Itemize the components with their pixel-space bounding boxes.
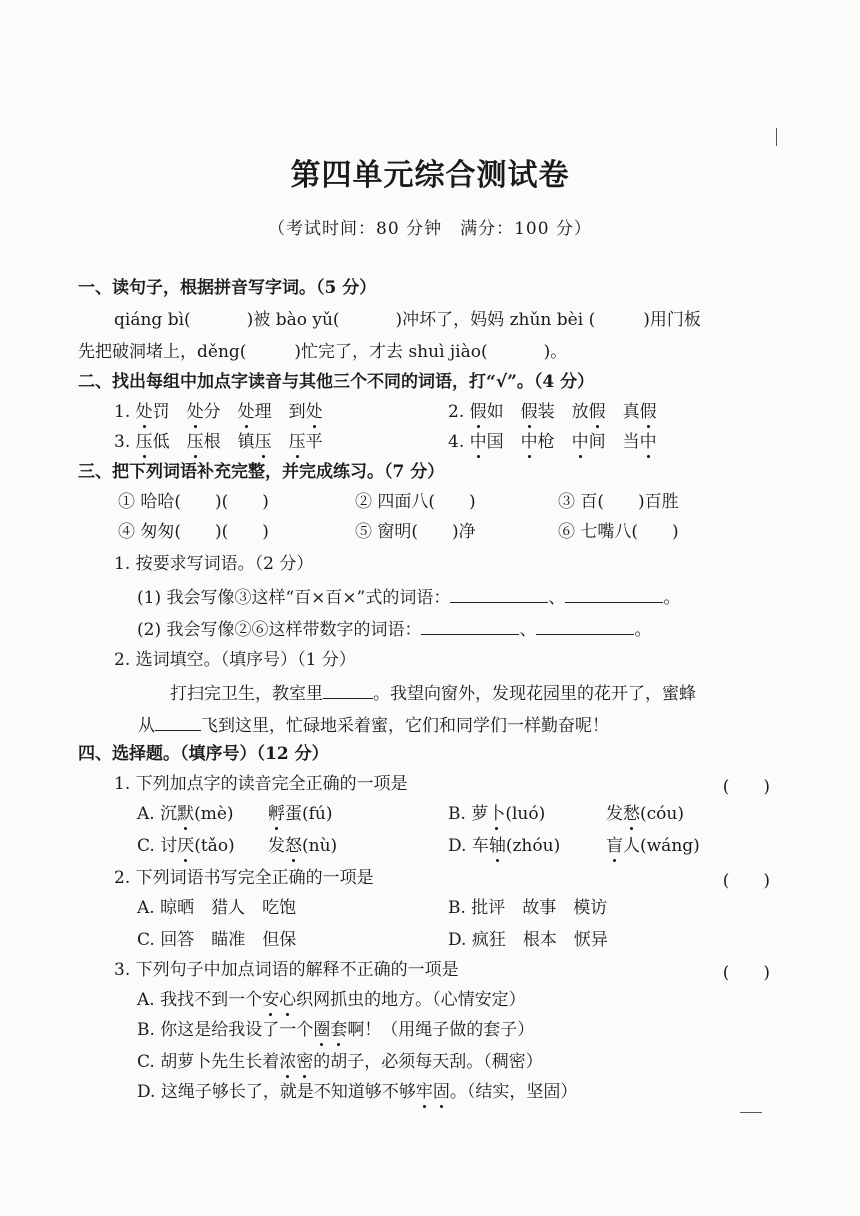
s1-l1-a: qiáng bì(	[114, 310, 191, 330]
word	[623, 432, 657, 452]
dotted-char: 中	[571, 432, 589, 452]
group-number: 3.	[114, 432, 131, 452]
answer-blank[interactable]	[421, 616, 519, 635]
section-4-heading: 四、选择题。（填序号）（12 分）	[78, 744, 329, 764]
opt-text: (mè)	[194, 804, 234, 824]
opt-text: 啊！（用绳子做的套子）	[347, 1020, 535, 1040]
dotted-char: 处	[135, 402, 153, 422]
opt-text: (zhóu)	[505, 836, 561, 856]
dotted-char: 卜	[488, 804, 506, 824]
s1-l1-d: )用门板	[643, 310, 701, 330]
dotted-char: 压	[186, 432, 204, 452]
word	[572, 432, 606, 452]
answer-blank[interactable]	[155, 712, 201, 731]
s4-q2-stem: 2. 下列词语书写完全正确的一项是	[114, 868, 374, 888]
dotted-char: 浓	[279, 1052, 297, 1072]
s4-q2-option-c: C. 回答 瞄准 但保	[137, 930, 297, 950]
dotted-char: 假	[639, 402, 657, 422]
s4-q1-option-a	[137, 802, 234, 826]
s2-group-4	[448, 430, 657, 454]
dotted-char: 压	[288, 432, 306, 452]
s4-q2-option-a: A. 晾晒 猎人 吃饱	[137, 898, 297, 918]
dotted-char: 处	[186, 402, 204, 422]
word	[289, 402, 323, 422]
group-number: 1.	[114, 402, 131, 422]
check-icon: √	[495, 372, 508, 392]
dotted-char: 轴	[488, 836, 506, 856]
dotted-char: 厌	[177, 836, 195, 856]
s4-q1-option-d	[448, 834, 560, 858]
char: 枪	[537, 432, 555, 452]
dotted-char: 牢	[415, 1082, 433, 1102]
word	[238, 432, 272, 452]
opt-text: (luó)	[505, 804, 546, 824]
word	[470, 402, 504, 422]
s2-heading-post: ”。（4 分）	[507, 372, 595, 392]
opt-text: 发	[268, 836, 285, 856]
s4-q1-stem: 1. 下列加点字的读音完全正确的一项是	[114, 774, 408, 794]
opt-text: B. 萝	[448, 804, 489, 824]
group-number: 2.	[448, 402, 465, 422]
opt-text: 发	[606, 804, 623, 824]
s3-q1-part-1	[137, 584, 680, 610]
char: 镇	[237, 432, 255, 452]
s4-q3-option-a	[137, 988, 526, 1012]
dotted-char: 安	[262, 990, 280, 1010]
char: 当	[622, 432, 640, 452]
opt-text: D. 这绳子够长了，就是不知道够不够	[137, 1082, 416, 1102]
s3-q2-line-1	[170, 680, 696, 706]
dotted-char: 默	[177, 804, 195, 824]
answer-blank[interactable]	[536, 616, 634, 635]
char: 低	[152, 432, 170, 452]
period: 。	[634, 620, 652, 640]
s4-q3-option-c	[137, 1050, 543, 1074]
s3-q2-text: 。我望向窗外，发现花园里的花开了，蜜蜂	[373, 684, 696, 704]
s1-l2-a: 先把破洞堵上，děng(	[78, 342, 247, 362]
separator: 、	[519, 620, 537, 640]
group-number: 4.	[448, 432, 465, 452]
char: 根	[203, 432, 221, 452]
section-1-heading: 一、读句子，根据拼音写字词。（5 分）	[78, 278, 377, 298]
dotted-char: 固	[432, 1082, 450, 1102]
s3-item-4: ④ 匆匆( )( )	[118, 522, 269, 542]
s1-line-1	[114, 308, 701, 332]
word	[572, 402, 606, 422]
char: 理	[254, 402, 272, 422]
word	[521, 402, 555, 422]
opt-text: 的胡子，必须每天刮。（稠密）	[313, 1052, 543, 1072]
dotted-char: 压	[254, 432, 272, 452]
opt-text: C. 讨	[137, 836, 178, 856]
s3-item-2: ② 四面八( )	[355, 492, 476, 512]
dotted-char: 处	[237, 402, 255, 422]
s4-q1-answer-paren[interactable]: ( )	[722, 777, 770, 797]
opt-text: A. 沉	[137, 804, 178, 824]
opt-text: 人(wáng)	[623, 836, 700, 856]
s3-q1a-text: (1) 我会写像③这样“百×百×”式的词语：	[137, 588, 451, 608]
section-3-heading: 三、把下列词语补充完整，并完成练习。（7 分）	[78, 462, 445, 482]
s4-q1-option-b2	[606, 802, 684, 826]
s2-group-3	[114, 430, 323, 454]
s3-question-2: 2. 选词填空。（填序号）（1 分）	[114, 650, 356, 670]
word	[521, 432, 555, 452]
dotted-char: 密	[296, 1052, 314, 1072]
s4-q3-stem: 3. 下列句子中加点词语的解释不正确的一项是	[114, 960, 459, 980]
answer-blank[interactable]	[565, 584, 663, 603]
opt-text: (nù)	[302, 836, 338, 856]
dotted-char: 怒	[285, 836, 302, 856]
s3-q2-line-2	[138, 712, 609, 738]
opt-text: 织网抓虫的地方。（心情安定）	[296, 990, 526, 1010]
word	[289, 432, 323, 452]
period: 。	[663, 588, 681, 608]
s3-q2-text: 飞到这里，忙碌地采着蜜，它们和同学们一样勤奋呢！	[201, 716, 609, 736]
s1-l1-b: )被 bào yǔ(	[246, 310, 340, 330]
char: 真	[622, 402, 640, 422]
s4-q1-option-a2	[268, 802, 333, 826]
dotted-char: 中	[469, 432, 487, 452]
dotted-char: 假	[588, 402, 606, 422]
char: 放	[571, 402, 589, 422]
s4-q3-option-d	[137, 1080, 577, 1104]
dotted-char: 假	[520, 402, 538, 422]
char: 平	[305, 432, 323, 452]
dotted-char: 圈	[313, 1020, 331, 1040]
word	[187, 432, 221, 452]
s3-q2-text: 打扫完卫生，教室里	[170, 684, 323, 704]
s1-l2-b: )忙完了，才去 shuì jiào(	[294, 342, 488, 362]
s4-q1-option-d2	[606, 834, 700, 858]
s2-group-1	[114, 400, 323, 424]
dotted-char: 套	[330, 1020, 348, 1040]
s3-item-3: ③ 百( )百胜	[558, 492, 679, 512]
s3-item-5: ⑤ 窗明( )净	[355, 522, 476, 542]
answer-blank[interactable]	[323, 680, 373, 699]
opt-text: (tǎo)	[194, 836, 235, 856]
char: 如	[486, 402, 504, 422]
s3-question-1: 1. 按要求写词语。（2 分）	[114, 554, 314, 574]
exam-info: （考试时间：80 分钟 满分：100 分）	[268, 219, 592, 239]
s1-l2-c: )。	[543, 342, 568, 362]
dotted-char: 愁	[623, 804, 640, 824]
word	[623, 402, 657, 422]
opt-text: A. 我找不到一个	[137, 990, 263, 1010]
dotted-char: 假	[469, 402, 487, 422]
s1-line-2	[78, 340, 567, 364]
dotted-char: 心	[279, 990, 297, 1010]
s4-q3-answer-paren[interactable]: ( )	[722, 963, 770, 983]
page-edge-mark	[776, 128, 777, 146]
char: 到	[288, 402, 306, 422]
s3-q1b-text: (2) 我会写像②⑥这样带数字的词语：	[137, 620, 422, 640]
char: 国	[486, 432, 504, 452]
dotted-char: 盲	[606, 836, 623, 856]
s4-q2-option-d: D. 疯狂 根本 恹异	[448, 930, 608, 950]
s4-q1-option-b	[448, 802, 545, 826]
opt-text: 。（结实，坚固）	[449, 1082, 578, 1102]
word	[238, 402, 272, 422]
opt-text: D. 车	[448, 836, 489, 856]
separator: 、	[548, 588, 566, 608]
dotted-char: 中	[639, 432, 657, 452]
s4-q1-option-c2	[268, 834, 337, 858]
opt-text: B. 你这是给我设了一个	[137, 1020, 314, 1040]
char: 罚	[152, 402, 170, 422]
page-corner-mark	[740, 1112, 762, 1113]
s3-q1-part-2	[137, 616, 651, 642]
char: 装	[537, 402, 555, 422]
word	[136, 402, 170, 422]
word	[470, 432, 504, 452]
char: 间	[588, 432, 606, 452]
answer-blank[interactable]	[450, 584, 548, 603]
s4-q1-option-c	[137, 834, 235, 858]
opt-text: (cóu)	[640, 804, 684, 824]
char: 分	[203, 402, 221, 422]
s3-q2-text: 从	[138, 716, 155, 736]
dotted-char: 处	[305, 402, 323, 422]
dotted-char: 孵	[268, 804, 285, 824]
s1-l1-c: )冲坏了，妈妈 zhǔn bèi (	[395, 310, 596, 330]
s4-q2-option-b: B. 批评 故事 模访	[448, 898, 608, 918]
s2-group-2	[448, 400, 657, 424]
s3-item-6: ⑥ 七嘴八( )	[558, 522, 679, 542]
s2-heading-pre: 二、找出每组中加点字读音与其他三个不同的词语，打“	[78, 372, 496, 392]
word	[187, 402, 221, 422]
s3-item-1: ① 哈哈( )( )	[118, 492, 269, 512]
word	[136, 432, 170, 452]
dotted-char: 中	[520, 432, 538, 452]
opt-text: C. 胡萝卜先生长着	[137, 1052, 280, 1072]
s4-q2-answer-paren[interactable]: ( )	[722, 871, 770, 891]
section-2-heading	[78, 370, 594, 394]
dotted-char: 压	[135, 432, 153, 452]
opt-text: 蛋(fú)	[285, 804, 333, 824]
page-title: 第四单元综合测试卷	[290, 158, 570, 193]
s4-q3-option-b	[137, 1018, 534, 1042]
